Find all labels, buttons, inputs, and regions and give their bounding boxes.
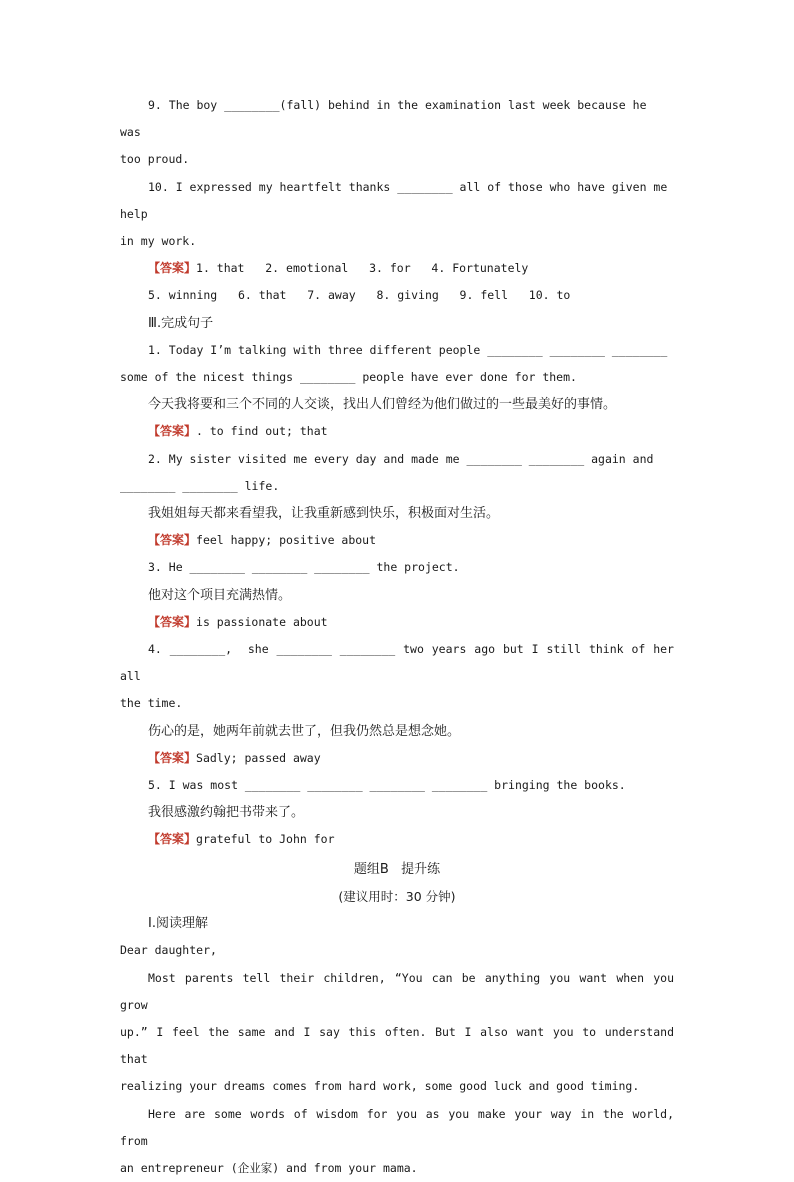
answer-text: . to find out; that [196,424,328,439]
text-line: 他对这个项目充满热情。 [148,587,292,603]
text-line: 5. winning 6. that 7. away 8. giving 9. fell 10. to [148,288,571,303]
answer-text: feel happy; positive about [196,533,377,548]
text-line: the time. [120,696,183,711]
answer-text: 1. that 2. emotional 3. for 4. Fortunately [196,261,529,276]
text-line: (建议用时：30 分钟) [338,888,456,904]
text-line: 伤心的是，她两年前就去世了，但我仍然总是想念她。 [148,723,461,739]
answer-tag: 【答案】 [148,424,197,439]
text-line: Ⅲ.完成句子 [148,315,214,331]
answer-tag: 【答案】 [148,261,197,276]
answer-line [120,745,674,772]
answer-line [120,609,674,636]
text-line: realizing your dreams comes from hard work, some good luck and good timing. [120,1079,640,1094]
text-line: 5. I was most ________ ________ ________ ________ bringing the books. [148,778,626,793]
answer-text: Sadly; passed away [196,750,321,765]
text-line: 3. He ________ ________ ________ the project. [148,560,460,575]
text-line: 4. ________, she ________ ________ two years ago but I still think of her all [120,642,681,684]
answer-line [120,418,674,445]
text-line: in my work. [120,234,197,249]
text-line: 2. My sister visited me every day and made me ________ ________ again and [148,451,654,466]
document-body [120,92,681,1182]
answer-tag: 【答案】 [148,832,197,847]
text-line: ________ ________ life. [120,478,280,493]
answer-tag: 【答案】 [148,614,197,629]
text-line: some of the nicest things ________ people have ever done for them. [120,370,577,385]
text-line: 9. The boy ________(fall) behind in the examination last week because he was [120,98,654,140]
text-line: Here are some words of wisdom for you as you make your way in the world, from [120,1106,681,1148]
answer-tag: 【答案】 [148,533,197,548]
text-line: 我很感激约翰把书带来了。 [148,805,305,821]
text-line: 今天我将要和三个不同的人交谈，找出人们曾经为他们做过的一些最美好的事情。 [148,397,617,413]
text-line: 10. I expressed my heartfelt thanks ________ all of those who have given me help [120,179,675,221]
text-line: up.” I feel the same and I say this often. But I also want you to understand that [120,1024,681,1067]
text-line: 题组B 提升练 [353,861,441,877]
text-line: too proud. [120,152,190,167]
text-line: Ⅰ.阅读理解 [148,916,208,932]
answer-text: grateful to John for [196,832,335,847]
answer-tag: 【答案】 [148,750,197,765]
text-line: Most parents tell their children, “You can be anything you want when you grow [120,970,681,1012]
text-line: 1. Today I’m talking with three different people ________ ________ ________ [148,342,668,357]
answer-line [120,527,674,554]
text-line: an entrepreneur (企业家) and from your mama. [120,1160,418,1175]
text-line: Dear daughter, [120,943,217,958]
text-line: 我姐姐每天都来看望我，让我重新感到快乐，积极面对生活。 [148,506,500,522]
answer-line [120,255,674,282]
answer-text: is passionate about [196,614,328,629]
answer-line [120,826,674,853]
